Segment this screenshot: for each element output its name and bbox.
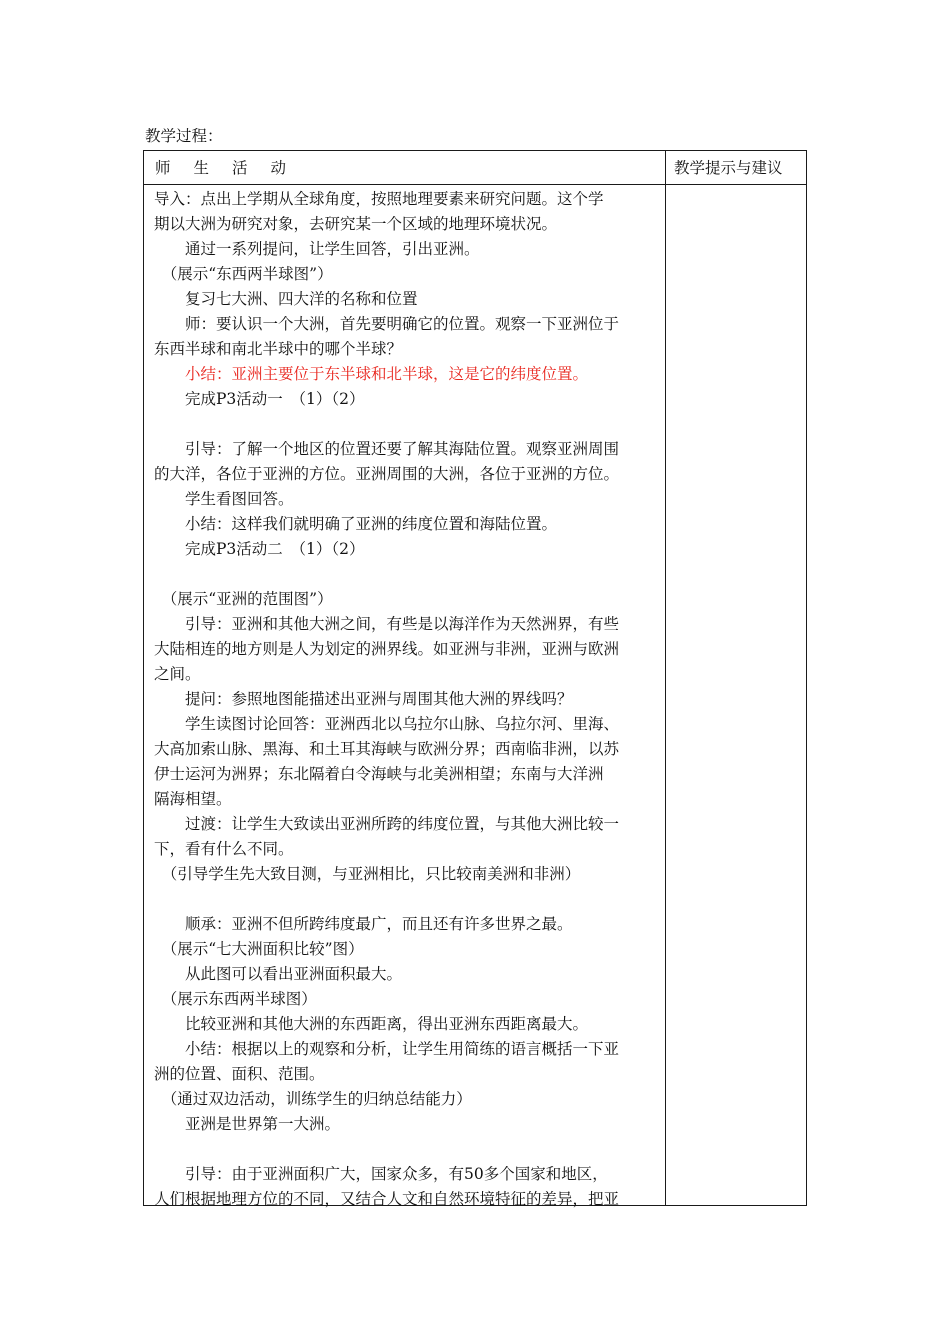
text-line: 人们根据地理方位的不同，又结合人文和自然环境特征的差异，把亚 (154, 1190, 620, 1208)
text-line: 比较亚洲和其他大洲的东西距离，得出亚洲东西距离最大。 (154, 1015, 589, 1033)
text-line (154, 887, 659, 912)
text-line: 大陆相连的地方则是人为划定的洲界线。如亚洲与非洲，亚洲与欧洲 (154, 640, 620, 658)
text-line: 通过一系列提问，让学生回答，引出亚洲。 (154, 240, 480, 258)
text-line (154, 1137, 659, 1162)
tips-content-cell (666, 185, 806, 1205)
text-line: 之间。 (154, 665, 201, 683)
text-line: （展示“东西两半球图”） (154, 265, 333, 283)
text-line (154, 412, 659, 437)
text-line: 小结：这样我们就明确了亚洲的纬度位置和海陆位置。 (154, 515, 558, 533)
text-line: （通过双边活动，训练学生的归纳总结能力） (154, 1090, 472, 1108)
text-line: （展示“亚洲的范围图”） (154, 590, 333, 608)
text-line: 过渡：让学生大致读出亚洲所跨的纬度位置，与其他大洲比较一 (154, 815, 620, 833)
teaching-process-table (143, 150, 807, 1206)
text-line: 从此图可以看出亚洲面积最大。 (154, 965, 403, 983)
header-teacher-student-activity: 师生活动 (155, 159, 310, 177)
text-line: 洲的位置、面积、范围。 (154, 1065, 325, 1083)
activity-content-cell (154, 187, 659, 1212)
summary-highlight-line: 小结：亚洲主要位于东半球和北半球，这是它的纬度位置。 (154, 365, 589, 383)
text-line: （引导学生先大致目测，与亚洲相比，只比较南美洲和非洲） (154, 865, 581, 883)
text-line: 引导：了解一个地区的位置还要了解其海陆位置。观察亚洲周围 (154, 440, 620, 458)
text-line: 完成P3活动二 （1）（2） (154, 540, 365, 558)
section-title: 教学过程： (145, 127, 223, 145)
text-line: 顺承：亚洲不但所跨纬度最广，而且还有许多世界之最。 (154, 915, 573, 933)
text-line: 伊士运河为洲界；东北隔着白令海峡与北美洲相望；东南与大洋洲 (154, 765, 604, 783)
text-line: 下，看有什么不同。 (154, 840, 294, 858)
text-line: 引导：由于亚洲面积广大，国家众多，有50多个国家和地区， (154, 1165, 608, 1183)
text-line: 学生看图回答。 (154, 490, 294, 508)
header-teaching-tips: 教学提示与建议 (674, 159, 783, 177)
text-line: 完成P3活动一 （1）（2） (154, 390, 365, 408)
text-line (154, 562, 659, 587)
text-line: （展示东西两半球图） (154, 990, 317, 1008)
text-line: 师：要认识一个大洲，首先要明确它的位置。观察一下亚洲位于 (154, 315, 620, 333)
text-line: 学生读图讨论回答：亚洲西北以乌拉尔山脉、乌拉尔河、里海、 (154, 715, 620, 733)
text-line: 导入：点出上学期从全球角度，按照地理要素来研究问题。这个学 (154, 190, 604, 208)
text-line: 大高加索山脉、黑海、和土耳其海峡与欧洲分界；西南临非洲，以苏 (154, 740, 620, 758)
text-line: （展示“七大洲面积比较”图） (154, 940, 364, 958)
text-line: 隔海相望。 (154, 790, 232, 808)
text-line: 亚洲是世界第一大洲。 (154, 1115, 341, 1133)
text-line: 的大洋，各位于亚洲的方位。亚洲周围的大洲，各位于亚洲的方位。 (154, 465, 620, 483)
text-line: 引导：亚洲和其他大洲之间，有些是以海洋作为天然洲界，有些 (154, 615, 620, 633)
text-line: 期以大洲为研究对象，去研究某一个区域的地理环境状况。 (154, 215, 558, 233)
text-line: 提问：参照地图能描述出亚洲与周围其他大洲的界线吗？ (154, 690, 573, 708)
text-line: 东西半球和南北半球中的哪个半球？ (154, 340, 403, 358)
text-line: 复习七大洲、四大洋的名称和位置 (154, 290, 418, 308)
text-line: 小结：根据以上的观察和分析，让学生用简练的语言概括一下亚 (154, 1040, 620, 1058)
